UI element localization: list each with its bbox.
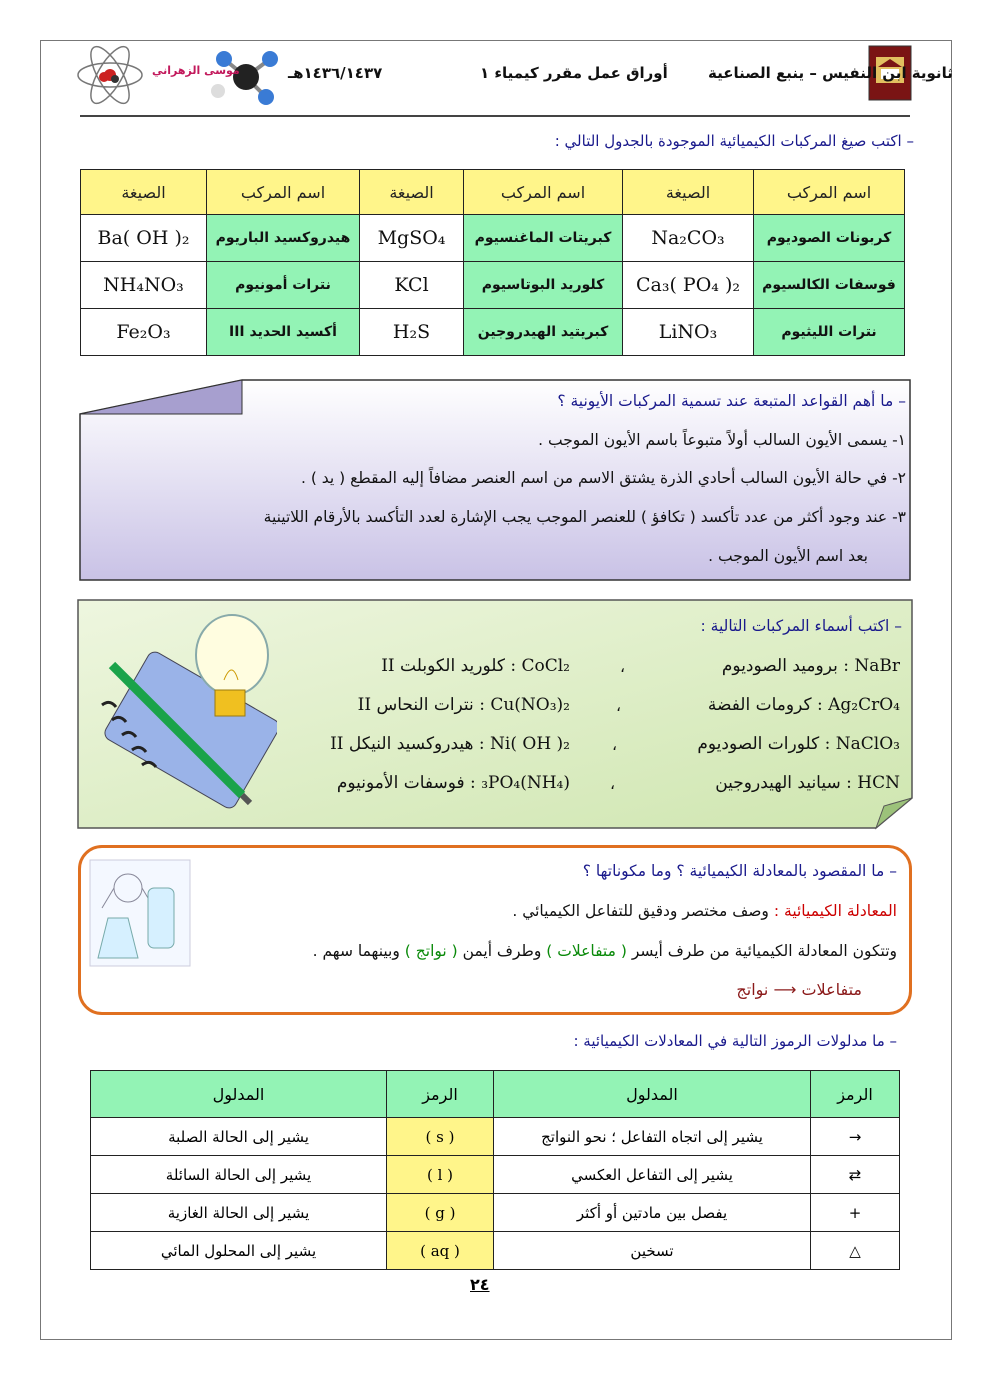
atom-icon: [75, 45, 145, 105]
compound-name-item: Ag₂CrO₄ : كرومات الفضة: [707, 695, 900, 715]
formula: MgSO₄: [360, 215, 464, 262]
header-divider: [80, 115, 910, 117]
compound-name: أكسيد الحديد III: [207, 309, 360, 356]
meaning-cell: يشير إلى المحلول المائي: [91, 1232, 387, 1270]
col-header: الصيغة: [81, 170, 207, 215]
reactants-label: ( متفاعلات ): [546, 942, 627, 960]
term-label: المعادلة الكيميائية :: [773, 902, 897, 920]
col-header: الرمز: [387, 1071, 494, 1118]
formula: KCl: [360, 262, 464, 309]
notebook-bulb-icon: [92, 610, 277, 810]
author-name: موسى الزهراني: [152, 64, 240, 77]
compound-name: نترات أمونيوم: [207, 262, 360, 309]
compound-name-item: HCN : سيانيد الهيدروجين: [715, 773, 900, 793]
state-symbol: ( l ): [387, 1156, 494, 1194]
table-row: [91, 1194, 900, 1232]
col-header: المدلول: [91, 1071, 387, 1118]
compound-name-item: Cu(NO₃)₂ : نترات النحاس II: [357, 695, 570, 715]
formula: Fe₂O₃: [81, 309, 207, 356]
table-row: [91, 1232, 900, 1270]
compound-name: كلوريد البوتاسيوم: [464, 262, 623, 309]
rule-3-cont: بعد اسم الأيون الموجب .: [708, 547, 868, 565]
col-header: الرمز: [811, 1071, 900, 1118]
equation-definition: [512, 902, 897, 920]
state-symbol: ( aq ): [387, 1232, 494, 1270]
separator: ،: [612, 736, 618, 754]
table-row: [81, 309, 905, 356]
formulas-table: [80, 169, 905, 356]
symbols-table: [90, 1070, 900, 1270]
compound-name: فوسفات الكالسيوم: [754, 262, 905, 309]
section1-question: – اكتب صيغ المركبات الكيميائية الموجودة بالجدول التالي :: [554, 132, 914, 150]
table-header-row: [81, 170, 905, 215]
rule-1: ١- يسمى الأيون السالب أولاً متبوعاً باسم الأيون الموجب .: [538, 431, 906, 449]
separator: ،: [620, 658, 626, 676]
text: وطرف أيمن: [457, 942, 547, 960]
compound-name: كبريتات الماغنسيوم: [464, 215, 623, 262]
meaning-cell: يشير إلى الحالة الغازية: [91, 1194, 387, 1232]
formula: Ba( OH )₂: [81, 215, 207, 262]
formula: NH₄NO₃: [81, 262, 207, 309]
rule-2: ٢- في حالة الأيون السالب أحادي الذرة يشتق الاسم من اسم العنصر مضافاً إليه المقطع ( يد ) .: [300, 469, 906, 487]
section4-question: – ما المقصود بالمعادلة الكيميائية ؟ وما مكوناتها ؟: [582, 862, 897, 880]
symbol-cell: △: [811, 1232, 900, 1270]
col-header: الصيغة: [623, 170, 754, 215]
meaning-cell: يشير إلى الحالة السائلة: [91, 1156, 387, 1194]
meaning-cell: يشير إلى اتجاه التفاعل ؛ نحو النواتج: [494, 1118, 811, 1156]
table-row: [81, 262, 905, 309]
equation-components: [313, 942, 897, 960]
compound-name-item: Ni( OH )₂ : هيدروكسيد النيكل II: [330, 734, 570, 754]
formula: Na₂CO₃: [623, 215, 754, 262]
meaning-cell: تسخين: [494, 1232, 811, 1270]
compound-name: هيدروكسيد الباريوم: [207, 215, 360, 262]
formula: H₂S: [360, 309, 464, 356]
compound-name: نترات الليثيوم: [754, 309, 905, 356]
section5-question: – ما مدلولات الرموز التالية في المعادلات الكيميائية :: [573, 1032, 897, 1050]
meaning-cell: يفصل بين مادتين أو أكثر: [494, 1194, 811, 1232]
symbol-cell: ⇄: [811, 1156, 900, 1194]
formula: Ca₃( PO₄ )₂: [623, 262, 754, 309]
separator: ،: [616, 697, 622, 715]
definition-text: وصف مختصر ودقيق للتفاعل الكيميائي .: [512, 902, 774, 920]
compound-name-item: NaBr : بروميد الصوديوم: [721, 656, 900, 676]
page-number: ٢٤: [470, 1275, 490, 1294]
formula: LiNO₃: [623, 309, 754, 356]
compound-name: كربونات الصوديوم: [754, 215, 905, 262]
state-symbol: ( g ): [387, 1194, 494, 1232]
table-header-row: [91, 1071, 900, 1118]
compound-name-item: CoCl₂ : كلوريد الكوبلت II: [381, 656, 570, 676]
year: ١٤٣٦/١٤٣٧هـ: [288, 64, 383, 82]
section3-question: – اكتب أسماء المركبات التالية :: [700, 617, 902, 635]
col-header: الصيغة: [360, 170, 464, 215]
course-title: أوراق عمل مقرر كيمياء ١: [480, 64, 668, 82]
table-row: [91, 1118, 900, 1156]
products-label: ( نواتج ): [404, 942, 458, 960]
rule-3: ٣- عند وجود أكثر من عدد تأكسد ( تكافؤ ) للعنصر الموجب يجب الإشارة لعدد التأكسد بالأرقام اللاتينية: [263, 508, 906, 526]
symbol-cell: +: [811, 1194, 900, 1232]
meaning-cell: يشير إلى التفاعل العكسي: [494, 1156, 811, 1194]
table-row: [81, 215, 905, 262]
section2-question: – ما أهم القواعد المتبعة عند تسمية المركبات الأيونية ؟: [557, 392, 906, 410]
table-row: [91, 1156, 900, 1194]
col-header: اسم المركب: [754, 170, 905, 215]
col-header: اسم المركب: [464, 170, 623, 215]
equation-example: متفاعلات ⟶ نواتج: [736, 980, 862, 999]
text: وبينهما سهم .: [312, 942, 405, 960]
meaning-cell: يشير إلى الحالة الصلبة: [91, 1118, 387, 1156]
text: وتتكون المعادلة الكيميائية من طرف أيسر: [626, 942, 897, 960]
compound-name: كبريتيد الهيدروجين: [464, 309, 623, 356]
compound-name-item: NaClO₃ : كلورات الصوديوم: [697, 734, 900, 754]
symbol-cell: →: [811, 1118, 900, 1156]
lab-glassware-icon: [88, 858, 193, 968]
compound-name-item: (NH₄)₃PO₄ : فوسفات الأمونيوم: [336, 773, 570, 793]
separator: ،: [610, 775, 616, 793]
school-name: ثانوية ابن النفيس – ينبع الصناعية: [708, 64, 953, 82]
col-header: المدلول: [494, 1071, 811, 1118]
state-symbol: ( s ): [387, 1118, 494, 1156]
col-header: اسم المركب: [207, 170, 360, 215]
